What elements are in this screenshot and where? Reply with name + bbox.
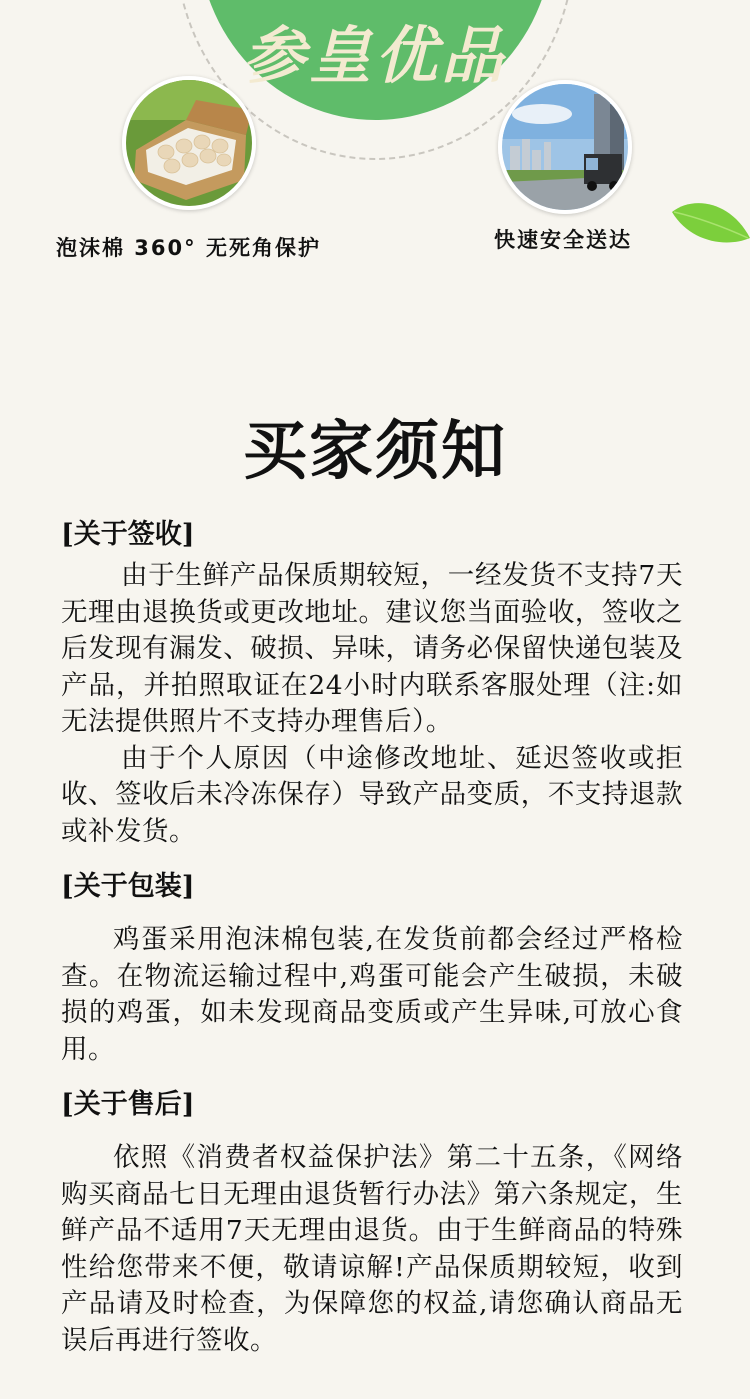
- packaging-paragraph: 鸡蛋采用泡沫棉包装,在发货前都会经过严格检查。在物流运输过程中,鸡蛋可能会产生破损，未破损的鸡蛋，如未发现商品变质或产生异味,可放心食用。: [61, 924, 683, 1065]
- section-title-packaging: [关于包装]: [61, 871, 195, 902]
- delivery-caption: 快速安全送达: [494, 228, 632, 252]
- after-sales-paragraph: 依照《消费者权益保护法》第二十五条，《网络购买商品七日无理由退货暂行办法》第六条规定，生鲜产品不适用7天无理由退货。由于生鲜商品的特殊性给您带来不便，敬请谅解!产品保质期较短，收到产品请及时检查，为保障您的权益,请您确认商品无误后再进行签收。: [61, 1142, 683, 1356]
- notice-content: [61, 512, 683, 1359]
- brand-title: 参皇优品: [242, 19, 507, 92]
- page-title: 买家须知: [243, 414, 507, 489]
- section-title-receipt: [关于签收]: [61, 519, 195, 550]
- section-title-after-sales: [关于售后]: [61, 1089, 195, 1120]
- receipt-paragraph-1: 由于生鲜产品保质期较短，一经发货不支持7天无理由退换货或更改地址。建议您当面验收，签收之后发现有漏发、破损、异味，请务必保留快递包装及产品，并拍照取证在24小时内联系客服处理（注:如无法提供照片不支持办理售后）。: [61, 560, 683, 737]
- leaf-icon: [670, 198, 750, 254]
- receipt-paragraph-2: 由于个人原因（中途修改地址、延迟签收或拒收、签收后未冷冻保存）导致产品变质，不支持退款或补发货。: [61, 742, 683, 847]
- packaging-caption: 泡沫棉 360° 无死角保护: [56, 236, 321, 260]
- delivery-truck-photo: [498, 80, 632, 214]
- egg-box-photo: [122, 76, 256, 210]
